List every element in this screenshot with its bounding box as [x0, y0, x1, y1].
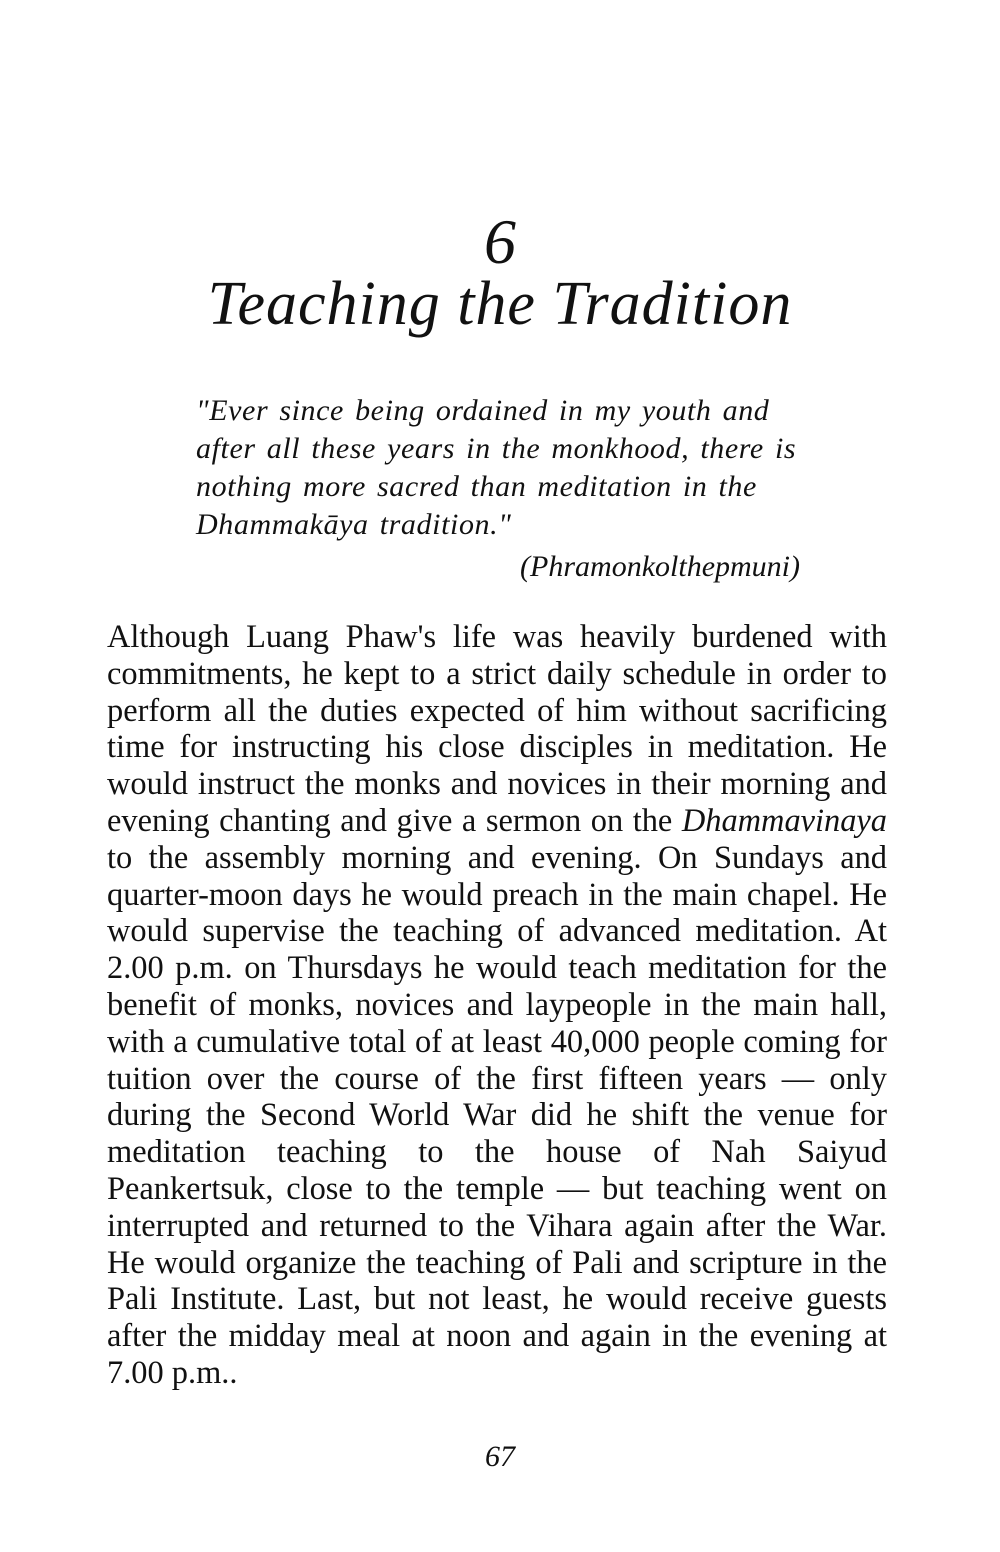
page-number: 67 [485, 1440, 515, 1473]
body-text-part-1: Although Luang Phaw's life was heavily burdened with commitments, he kept to a strict daily schedule in order to perform all the duties expected of him without sacrificing time for instructing his close disciples in meditation. He would instruct the monks and novices in their morning and evening chanting and give a sermon on the [107, 619, 887, 839]
chapter-title: Teaching the Tradition [207, 270, 793, 338]
chapter-number: 6 [484, 206, 516, 277]
epigraph-quote [196, 392, 800, 544]
body-emphasis-term: Dhammavinaya [681, 802, 887, 839]
epigraph-attribution: (Phramonkolthepmuni) [520, 550, 800, 583]
body-paragraph [107, 619, 887, 1392]
body-text-part-2: to the assembly morning and evening. On Sundays and quarter-moon days he would preach in the main chapel. He would supervise the teaching of advanced meditation. At 2.00 p.m. on Thursdays he would teach meditation for the benefit of monks, novices and laypeople in the main hall, with a cumulative total of at least 40,000 people coming for tuition over the course of the first fifteen years — only during the Second World War did he shift the venue for meditation teaching to the house of Nah Saiyud Peankertsuk, close to the temple — but teaching went on interrupted and returned to the Vihara again after the War. He would organize the teaching of Pali and scripture in the Pali Institute. Last, but not least, he would receive guests after the midday meal at noon and again in the evening at 7.00 p.m.. [107, 839, 887, 1391]
epigraph-text: "Ever since being ordained in my youth and after all these years in the monkhood, there is nothing more sacred than meditation in the Dhammakāya tradition." [196, 394, 797, 541]
